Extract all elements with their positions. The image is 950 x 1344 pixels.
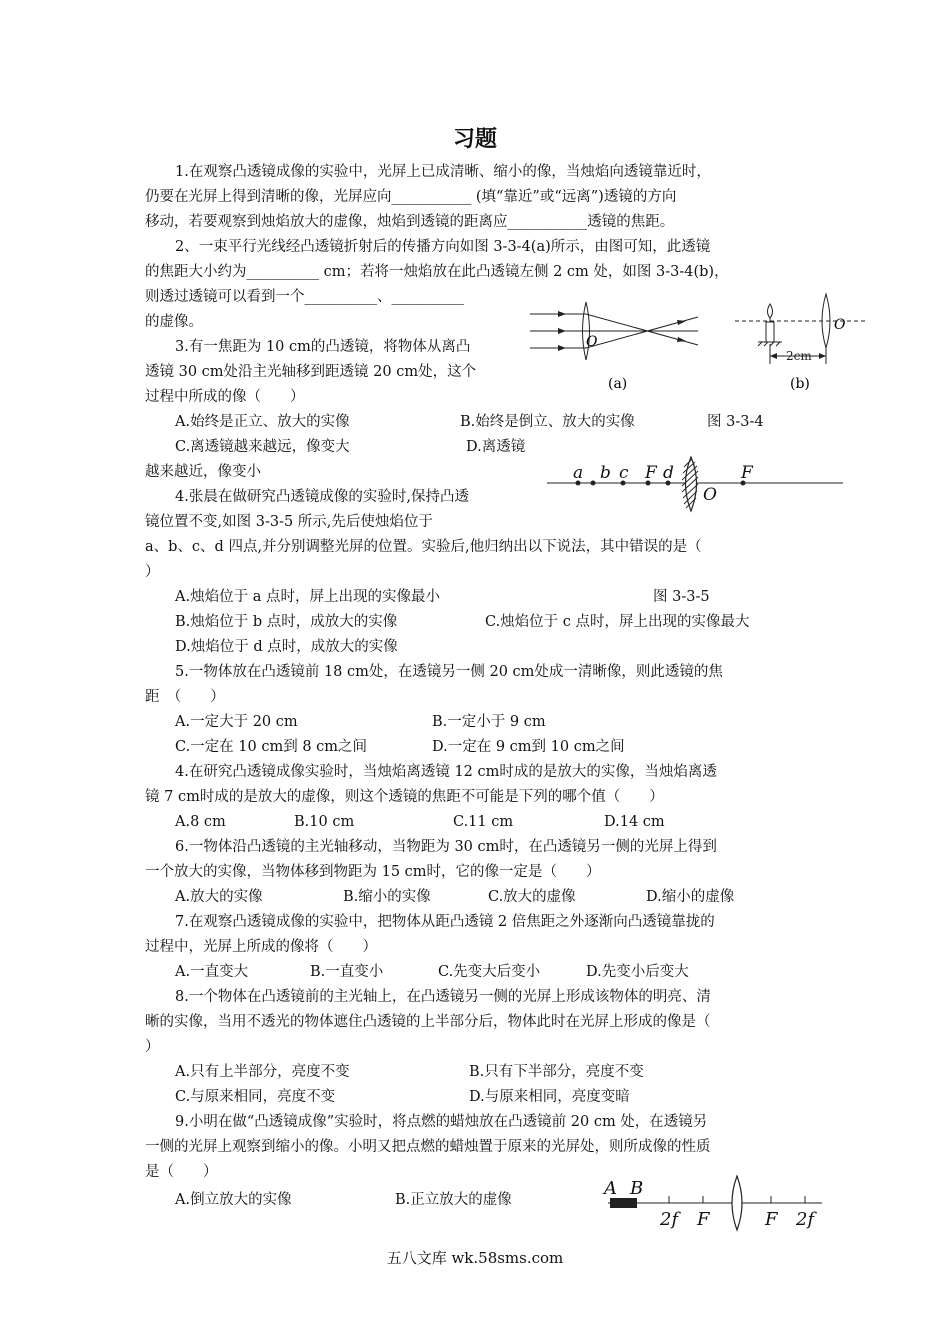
label-2f: 2f [660, 1209, 679, 1230]
option: A.烛焰位于 a 点时，屏上出现的实像最小 [175, 589, 440, 605]
option: A.放大的实像 [175, 889, 263, 905]
label-f: F [765, 1209, 778, 1230]
label-f: F [645, 463, 657, 483]
text-line: 过程中所成的像（ ） [145, 389, 305, 405]
option: B.只有下半部分，亮度不变 [469, 1064, 644, 1080]
option: B.正立放大的虚像 [395, 1192, 512, 1208]
option: B.始终是倒立、放大的实像 [460, 414, 635, 430]
text-line: 镜位置不变,如图 3-3-5 所示,先后使烛焰位于 [145, 514, 433, 530]
text-line: 一个放大的实像，当物体移到物距为 15 cm时，它的像一定是（ ） [145, 864, 601, 880]
option: A.始终是正立、放大的实像 [175, 414, 350, 430]
figure-caption: 图 3-3-4 [707, 414, 764, 430]
option: D.先变小后变大 [586, 964, 689, 980]
text-line: 4.张晨在做研究凸透镜成像的实验时,保持凸透 [175, 489, 469, 505]
option: C.放大的虚像 [488, 889, 576, 905]
option: B.缩小的实像 [343, 889, 431, 905]
text-line: 距 （ ） [145, 689, 225, 705]
label-2cm: 2cm [786, 349, 812, 363]
text-line: 一侧的光屏上观察到缩小的像。小明又把点燃的蜡烛置于原来的光屏处，则所成像的性质 [145, 1139, 711, 1155]
text-line: a、b、c、d 四点,并分别调整光屏的位置。实验后,他归纳出以下说法，其中错误的是（ [145, 539, 702, 555]
option: D.与原来相同，亮度变暗 [469, 1089, 630, 1105]
text-line: 移动，若要观察到烛焰放大的虚像，烛焰到透镜的距离应___________透镜的焦距。 [145, 214, 675, 230]
text-line: 透镜 30 cm处沿主光轴移到距透镜 20 cm处，这个 [145, 364, 477, 380]
option: C.11 cm [453, 814, 514, 830]
text-line: 5.一物体放在凸透镜前 18 cm处，在透镜另一侧 20 cm处成一清晰像，则此透镜的焦 [175, 664, 723, 680]
page-title: 习题 [452, 127, 497, 152]
text-line: 9.小明在做“凸透镜成像”实验时，将点燃的蜡烛放在凸透镜前 20 cm 处，在透镜另 [175, 1114, 708, 1130]
option: D.离透镜 [466, 439, 526, 455]
label-b: B [630, 1178, 644, 1199]
text-line: 镜 7 cm时成的是放大的虚像，则这个透镜的焦距不可能是下列的哪个值（ ） [145, 789, 664, 805]
text-line: 1.在观察凸透镜成像的实验中，光屏上已成清晰、缩小的像，当烛焰向透镜靠近时， [175, 164, 711, 180]
text-line: ） [145, 1039, 160, 1055]
option: A.一定大于 20 cm [175, 714, 298, 730]
text-line: 仍要在光屏上得到清晰的像，光屏应向___________ (填“靠近”或“远离”)透镜的方向 [145, 189, 677, 205]
label-a: A [604, 1178, 617, 1199]
option: D.14 cm [604, 814, 665, 830]
option: C.离透镜越来越远，像变大 [175, 439, 350, 455]
label-o: O [834, 317, 846, 333]
figure-caption: 图 3-3-5 [653, 589, 710, 605]
option: A.8 cm [175, 814, 226, 830]
option: A.只有上半部分，亮度不变 [175, 1064, 350, 1080]
text-line: 7.在观察凸透镜成像的实验中，把物体从距凸透镜 2 倍焦距之外逐渐向凸透镜靠拢的 [175, 914, 715, 930]
label-b: b [600, 463, 611, 483]
label-a: a [573, 463, 584, 483]
option: C.先变大后变小 [438, 964, 541, 980]
text-line: 的虚像。 [145, 314, 203, 330]
option: D.烛焰位于 d 点时，成放大的实像 [175, 639, 398, 655]
figure-q9 [600, 1168, 830, 1233]
option: C.烛焰位于 c 点时，屏上出现的实像最大 [485, 614, 750, 630]
figure-3-3-4a [528, 300, 708, 395]
text-line: 6.一物体沿凸透镜的主光轴移动，当物距为 30 cm时，在凸透镜另一侧的光屏上得到 [175, 839, 717, 855]
text-line: 是（ ） [145, 1164, 218, 1180]
text-line: 的焦距大小约为__________ cm；若将一烛焰放在此凸透镜左侧 2 cm 处，如图 3-3-4(b)， [145, 264, 729, 280]
footer-watermark: 五八文库 wk.58sms.com [386, 1249, 564, 1267]
option: A.倒立放大的实像 [175, 1192, 292, 1208]
text-line: ） [145, 564, 160, 580]
label-2f: 2f [796, 1209, 815, 1230]
option: B.烛焰位于 b 点时，成放大的实像 [175, 614, 398, 630]
option: B.一定小于 9 cm [432, 714, 546, 730]
option: C.与原来相同，亮度不变 [175, 1089, 336, 1105]
text-line: 2、一束平行光线经凸透镜折射后的传播方向如图 3-3-4(a)所示，由图可知，此透镜 [175, 239, 711, 255]
text-line: 晰的实像，当用不透光的物体遮住凸透镜的上半部分后，物体此时在光屏上形成的像是（ [145, 1014, 711, 1030]
label-d: d [663, 463, 674, 483]
option: D.缩小的虚像 [646, 889, 735, 905]
figure-3-3-4b [730, 292, 870, 395]
caption-a: (a) [608, 376, 628, 392]
figure-3-3-5 [545, 455, 845, 520]
label-f: F [741, 463, 753, 483]
label-o: O [703, 485, 717, 505]
option: C.一定在 10 cm到 8 cm之间 [175, 739, 368, 755]
option: B.一直变小 [310, 964, 384, 980]
label-c: c [619, 463, 629, 483]
text-line: 则透过透镜可以看到一个__________、__________ [145, 289, 464, 305]
text-line: 越来越近，像变小 [145, 464, 261, 480]
option: D.一定在 9 cm到 10 cm之间 [432, 739, 625, 755]
text-line: 过程中，光屏上所成的像将（ ） [145, 939, 377, 955]
option: A.一直变大 [175, 964, 249, 980]
option: B.10 cm [294, 814, 355, 830]
caption-b: (b) [790, 376, 810, 392]
text-line: 4.在研究凸透镜成像实验时，当烛焰离透镜 12 cm时成的是放大的实像，当烛焰离透 [175, 764, 717, 780]
text-line: 3.有一焦距为 10 cm的凸透镜，将物体从离凸 [175, 339, 471, 355]
label-f: F [697, 1209, 710, 1230]
label-o: O [586, 334, 598, 350]
text-line: 8.一个物体在凸透镜前的主光轴上，在凸透镜另一侧的光屏上形成该物体的明亮、清 [175, 989, 711, 1005]
